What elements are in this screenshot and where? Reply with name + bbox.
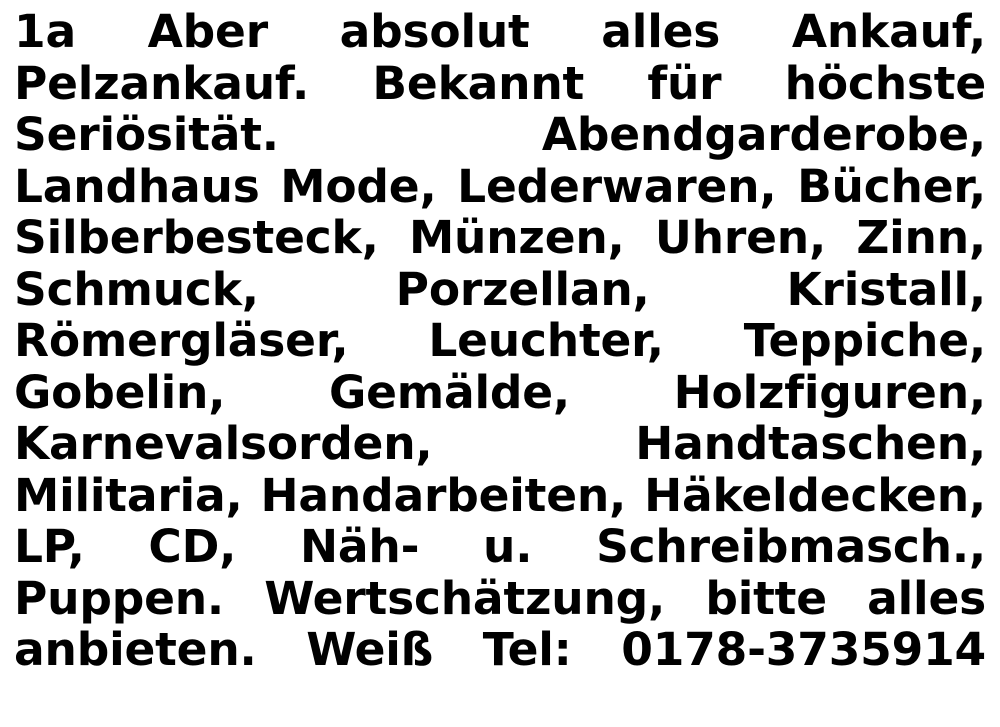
ad-body-text: 1a Aber absolut alles Ankauf, Pelzankauf. Bekannt für höchste Seriösität. Abendgarderobe, Landhaus Mode, Lederwaren, Bücher, Silberbesteck, Münzen, Uhren, Zinn, Schmuck, Porzellan, Kristall, Römergläser, Leuchter, Teppiche, Gobelin, Gemälde, Holzfiguren, Karnevalsorden, Handtaschen, Militaria, Handarbeiten, Häkeldecken, LP, CD, Näh- u. Schreibmasch., Puppen. Wertschätzung, bitte alles anbieten. Weiß Tel: 0178-3735914 [14, 5, 986, 676]
